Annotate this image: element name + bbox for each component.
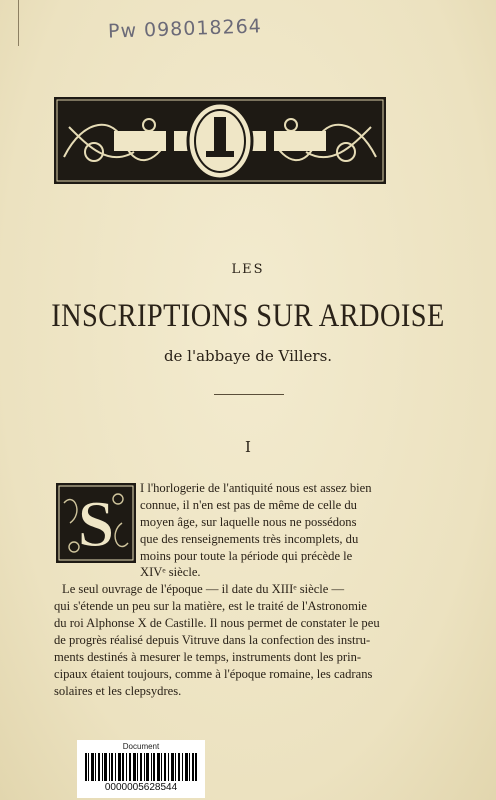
body-line: XIVᵉ siècle. [140,565,201,579]
body-line: connue, il n'en est pas de même de celle du [140,498,357,512]
title-divider [214,394,284,395]
page-title: INSCRIPTIONS SUR ARDOISE [51,298,445,334]
body-line: que des renseignements très incomplets, du [140,532,359,546]
body-line: moins pour toute la période qui précède le [140,549,353,563]
drop-cap-initial [56,483,136,563]
page-subtitle: de l'abbaye de Villers. [163,347,333,365]
body-line: moyen âge, sur laquelle nous ne possédons [140,515,357,529]
body-line: de progrès réalisé depuis Vitruve dans la confection des instru- [54,633,371,647]
barcode-label: Document [122,742,160,751]
body-line: qui s'étende un peu sur la matière, est le traité de l'Astronomie [54,599,367,613]
body-line: du roi Alphonse X de Castille. Il nous permet de constater le peu [54,616,380,630]
heading-les: LES [231,262,265,277]
ornamental-headpiece [54,97,386,184]
page-edge-mark [18,0,19,46]
body-line: solaires et les clepsydres. [54,684,182,698]
barcode-bars [85,753,197,781]
library-barcode-sticker [77,740,205,798]
body-line: I l'horlogerie de l'antiquité nous est assez bien [140,481,372,495]
drop-cap-letter: S [77,488,115,561]
barcode-number: 0000005628544 [104,782,178,793]
body-line: cipaux étaient toujours, comme à l'époque romaine, les cadrans [54,667,373,681]
body-line: Le seul ouvrage de l'époque — il date du XIIIᵉ siècle — [62,582,345,596]
handwritten-shelfmark: Pw 098018264 [107,15,263,43]
body-line: ments destinés à mesurer le temps, instruments dont les prin- [54,650,362,664]
section-number: I [245,438,251,456]
